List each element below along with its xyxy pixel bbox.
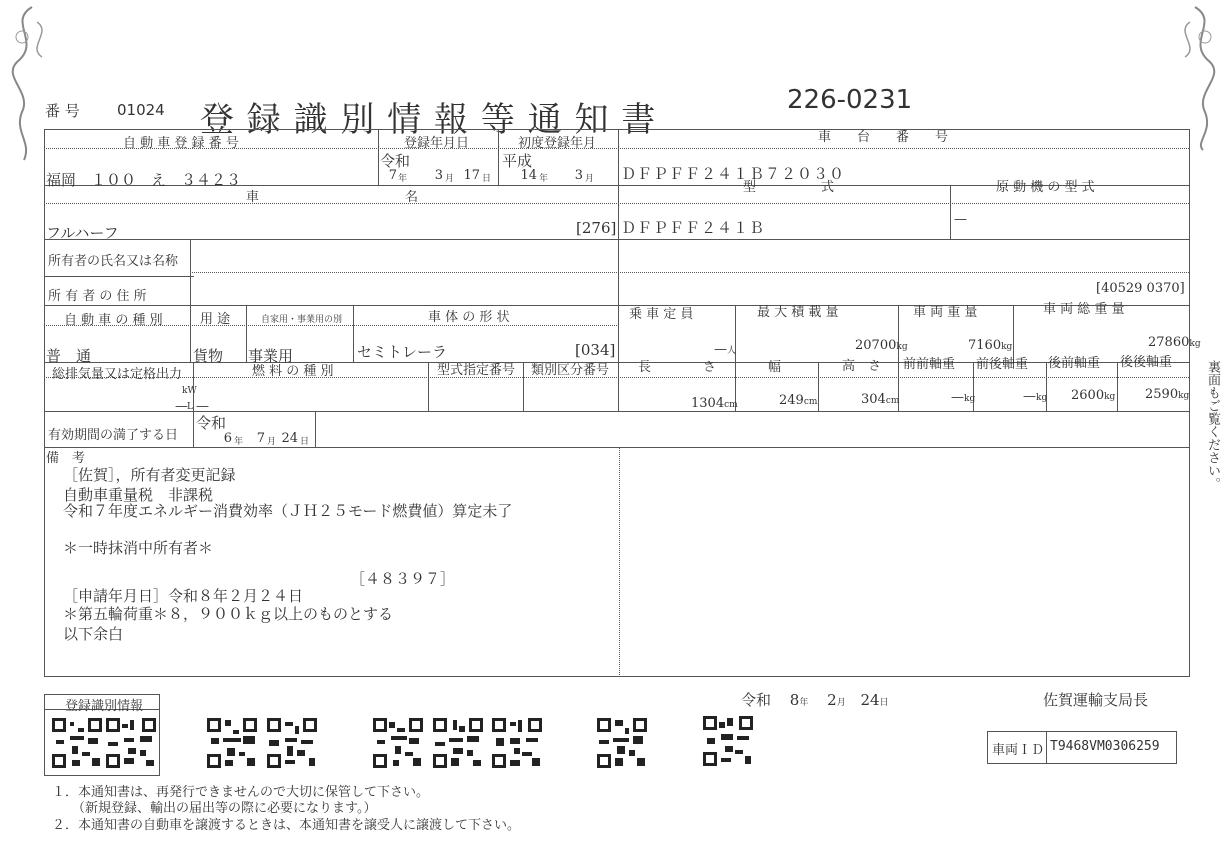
qr-code	[52, 718, 102, 768]
remark-line: ＊一時抹消中所有者＊	[63, 539, 214, 557]
qr-code	[106, 718, 156, 768]
owner-address-code: [40529 0370]	[1096, 281, 1185, 296]
vehicle-weight: 7160	[968, 338, 1002, 353]
private-business: 事業用	[248, 347, 294, 365]
number-label: 番 号	[45, 102, 80, 120]
max-load-label: 最 大 積 載 量	[757, 305, 839, 320]
height-label: 高 さ	[842, 359, 882, 374]
max-load: 20700	[855, 338, 897, 353]
engine-model: —	[954, 212, 967, 227]
category-number-label: 類別区分番号	[531, 363, 610, 378]
qr-code	[597, 718, 647, 768]
gross-weight: 27860	[1148, 335, 1190, 350]
length-label: 長 さ	[638, 360, 717, 375]
document-number: 01024	[117, 101, 165, 119]
car-name-code: [276]	[576, 219, 617, 237]
private-business-label: 自家用・事業用の別	[261, 315, 343, 325]
model-label: 型 式	[743, 180, 835, 195]
notice-1: １．本通知書は、再発行できませんので大切に保管して下さい。	[52, 785, 430, 800]
use-label: 用 途	[200, 312, 231, 327]
vehicle-use: 貨物	[193, 347, 224, 365]
qr-code	[703, 716, 753, 766]
remark-line: 令和７年度エネルギー消費効率（ＪＨ２５モード燃費値）算定未了	[63, 502, 513, 520]
issuing-authority: 佐賀運輸支局長	[1043, 691, 1149, 709]
fuel-type: —	[196, 399, 209, 414]
gross-weight-label: 車 両 総 重 量	[1043, 302, 1125, 317]
notice-1b: （新規登録、輸出の届出等の際に必要になります。）	[72, 801, 377, 816]
expiry-label: 有効期間の満了する日	[48, 428, 179, 443]
body-shape-label: 車 体 の 形 状	[428, 310, 510, 325]
front-rear-axle: —	[1023, 389, 1036, 404]
rear-front-axle: 2600	[1071, 388, 1105, 403]
owner-name-label: 所有者の氏名又は名称	[48, 254, 179, 269]
remark-line: 自動車重量税 非課税	[63, 486, 214, 504]
vehicle-id-label: 車両ＩＤ	[992, 743, 1045, 758]
registration-era: 令和	[380, 152, 411, 170]
qr-code	[373, 718, 423, 768]
length: 1304	[691, 396, 725, 411]
front-rear-axle-label: 前後軸重	[976, 357, 1029, 372]
registration-info-label: 登録識別情報	[65, 699, 144, 714]
displacement-label: 総排気量又は定格出力	[52, 367, 183, 382]
remark-line: ［４８３９７］	[350, 570, 456, 588]
rear-front-axle-label: 後前軸重	[1048, 356, 1101, 371]
qr-code	[267, 718, 317, 768]
capacity: —	[714, 342, 727, 357]
height: 304	[861, 392, 886, 407]
fuel-type-label: 燃 料 の 種 別	[252, 364, 334, 379]
model: ＤＦＰＦＦ２４１Ｂ	[621, 219, 766, 237]
remarks-label: 備 考	[46, 451, 86, 466]
chassis-number-label: 車 台 番 号	[818, 130, 949, 145]
vehicle-id-box	[987, 731, 1177, 764]
document-code: 226-0231	[787, 85, 913, 115]
displacement-unit-kw: kW	[182, 386, 197, 396]
type-designation-label: 型式指定番号	[437, 363, 516, 378]
engine-model-label: 原 動 機 の 型 式	[996, 180, 1095, 195]
remark-line: ［佐賀］，所有者変更記録	[63, 466, 236, 484]
owner-address-label: 所 有 者 の 住 所	[48, 289, 147, 304]
front-front-axle-label: 前前軸重	[903, 357, 956, 372]
rear-rear-axle-label: 後後軸重	[1120, 355, 1173, 370]
plate-number: 福岡 １００ え ３４２３	[46, 171, 242, 189]
vehicle-weight-label: 車 両 重 量	[913, 305, 978, 320]
width: 249	[779, 393, 804, 408]
displacement: —	[175, 399, 188, 414]
first-registration-label: 初度登録年月	[518, 136, 597, 151]
first-registration-era: 平成	[502, 152, 533, 170]
registration-number-label: 自 動 車 登 録 番 号	[123, 136, 239, 151]
chassis-number: ＤＦＰＦＦ２４１Ｂ７２０３０	[621, 165, 846, 183]
car-label: 車	[246, 190, 260, 205]
notice-2: ２．本通知書の自動車を譲渡するときは、本通知書を譲受人に譲渡して下さい。	[52, 818, 521, 833]
remark-line: 以下余白	[63, 625, 124, 643]
name-label: 名	[405, 190, 419, 205]
registration-date-label: 登録年月日	[404, 136, 470, 151]
body-shape-code: [034]	[575, 341, 616, 359]
width-label: 幅	[768, 360, 782, 375]
remark-line: ＊第五輪荷重＊８，９００ｋｇ以上のものとする	[63, 605, 394, 623]
displacement-unit-l: L	[187, 402, 193, 412]
document-title: 登 録 識 別 情 報 等 通 知 書	[200, 100, 657, 140]
vehicle-id: T9468VM0306259	[1050, 739, 1160, 754]
capacity-label: 乗 車 定 員	[629, 307, 694, 322]
rear-rear-axle: 2590	[1145, 387, 1179, 402]
body-shape: セミトレーラ	[357, 343, 448, 361]
qr-code	[433, 718, 483, 768]
qr-code	[207, 718, 257, 768]
qr-code	[492, 718, 542, 768]
vehicle-kind: 普 通	[46, 347, 92, 365]
remark-line: ［申請年月日］令和８年２月２４日	[63, 587, 304, 605]
front-front-axle: —	[951, 390, 964, 405]
vehicle-kind-label: 自 動 車 の 種 別	[64, 313, 163, 328]
side-note: 裏面もご覧ください。	[1205, 360, 1220, 490]
car-name: フルハーフ	[46, 224, 119, 242]
expiry-era: 令和	[196, 414, 227, 432]
issue-date: 令和 8年 2月 24日	[741, 691, 889, 709]
